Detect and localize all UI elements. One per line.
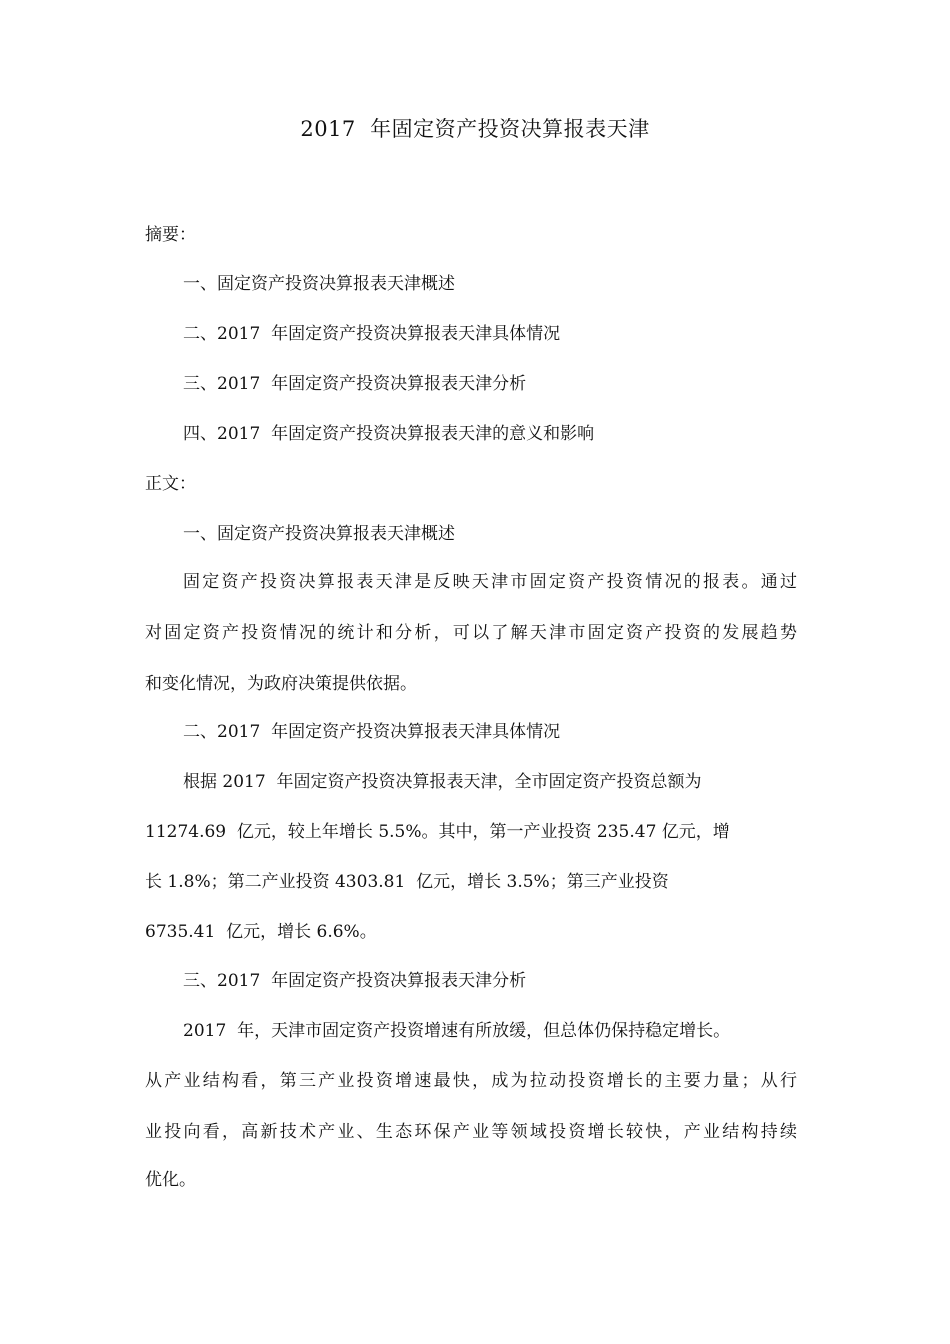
abstract-item-2: 二、2017 年固定资产投资决算报表天津具体情况 [183, 324, 561, 344]
section1-line-3: 和变化情况，为政府决策提供依据。 [145, 674, 417, 694]
section2-line-1: 根据 2017 年固定资产投资决算报表天津，全市固定资产投资总额为 [183, 772, 702, 792]
section1-line-1: 固定资产投资决算报表天津是反映天津市固定资产投资情况的报表。通过 [183, 572, 797, 592]
abstract-item-1: 一、固定资产投资决算报表天津概述 [183, 274, 455, 294]
section1-heading: 一、固定资产投资决算报表天津概述 [183, 524, 455, 544]
document-title: 2017 年固定资产投资决算报表天津 [300, 117, 650, 141]
abstract-item-4: 四、2017 年固定资产投资决算报表天津的意义和影响 [183, 424, 595, 444]
body-label: 正文： [145, 474, 196, 494]
section3-line-2: 从产业结构看，第三产业投资增速最快，成为拉动投资增长的主要力量；从行 [145, 1071, 797, 1091]
section3-heading: 三、2017 年固定资产投资决算报表天津分析 [183, 971, 527, 991]
section3-line-1: 2017 年，天津市固定资产投资增速有所放缓，但总体仍保持稳定增长。 [183, 1021, 731, 1041]
abstract-item-3: 三、2017 年固定资产投资决算报表天津分析 [183, 374, 527, 394]
abstract-label: 摘要： [145, 225, 196, 245]
section2-line-4: 6735.41 亿元，增长 6.6%。 [145, 922, 377, 942]
section1-line-2: 对固定资产投资情况的统计和分析，可以了解天津市固定资产投资的发展趋势 [145, 623, 797, 643]
section3-line-4: 优化。 [145, 1170, 196, 1190]
section3-line-3: 业投向看，高新技术产业、生态环保产业等领域投资增长较快，产业结构持续 [145, 1122, 797, 1142]
section2-heading: 二、2017 年固定资产投资决算报表天津具体情况 [183, 722, 561, 742]
section2-line-3: 长 1.8%；第二产业投资 4303.81 亿元，增长 3.5%；第三产业投资 [145, 872, 669, 892]
section2-line-2: 11274.69 亿元，较上年增长 5.5%。其中，第一产业投资 235.47 亿元，增 [145, 822, 730, 842]
